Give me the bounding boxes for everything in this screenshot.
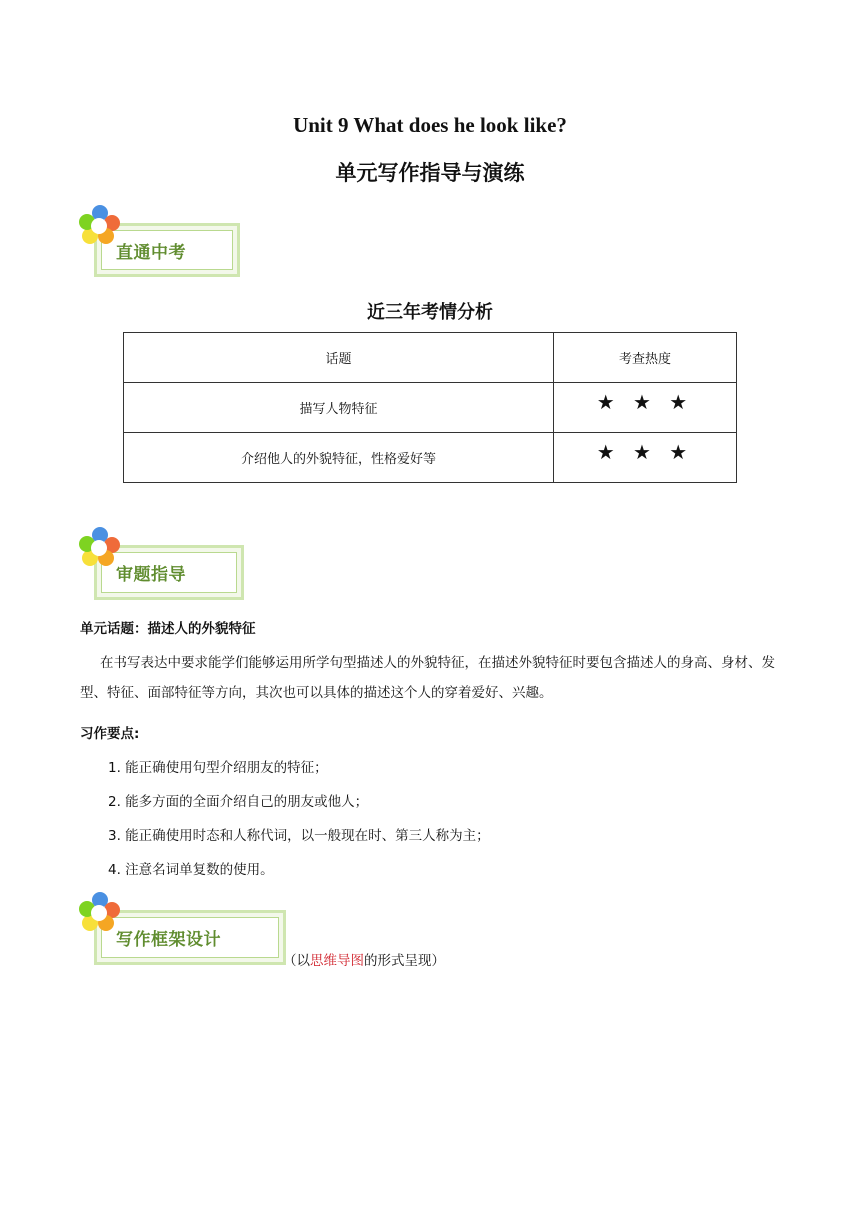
frame-note [283, 949, 445, 969]
badge-topic-label: 审题指导 [116, 565, 186, 585]
table-row [124, 383, 737, 433]
frame-note-after: 的形式呈现） [364, 953, 445, 969]
flower-icon [78, 527, 122, 567]
header-topic: 话题 [124, 333, 554, 383]
analysis-title: 近三年考情分析 [367, 302, 493, 323]
list-item: 4. 注意名词单复数的使用。 [108, 862, 274, 878]
frame-note-before: （以 [283, 953, 310, 969]
list-item: 1. 能正确使用句型介绍朋友的特征； [108, 760, 328, 776]
badge-exam-label: 直通中考 [116, 242, 186, 263]
list-item: 3. 能正确使用时态和人称代词，以一般现在时、第三人称为主； [108, 828, 490, 844]
row-topic: 介绍他人的外貌特征，性格爱好等 [124, 433, 554, 483]
row-topic: 描写人物特征 [124, 383, 554, 433]
header-heat: 考查热度 [554, 333, 737, 383]
title-english: Unit 9 What does he look like? [293, 113, 567, 137]
badge-frame [78, 892, 286, 966]
flower-icon [78, 205, 122, 245]
badge-topic [78, 527, 244, 601]
badge-exam [78, 205, 240, 277]
flower-icon [78, 892, 122, 932]
points-label: 习作要点: [80, 726, 140, 742]
table-header-row [124, 333, 737, 383]
badge-frame-label: 写作框架设计 [116, 930, 221, 950]
analysis-table [123, 332, 737, 483]
heat-stars: ★ ★ ★ [596, 439, 694, 464]
unit-topic: 单元话题：描述人的外貌特征 [80, 621, 256, 637]
guide-paragraph: 在书写表达中要求能学们能够运用所学句型描述人的外貌特征，在描述外貌特征时要包含描述人的身高、身材、发型、特征、面部特征等方向，其次也可以具体的描述这个人的穿着爱好、兴趣。 [80, 655, 775, 701]
title-chinese: 单元写作指导与演练 [335, 161, 525, 185]
table-row [124, 433, 737, 483]
list-item: 2. 能多方面的全面介绍自己的朋友或他人； [108, 794, 369, 810]
heat-stars: ★ ★ ★ [596, 389, 694, 414]
frame-note-highlight: 思维导图 [310, 953, 364, 969]
